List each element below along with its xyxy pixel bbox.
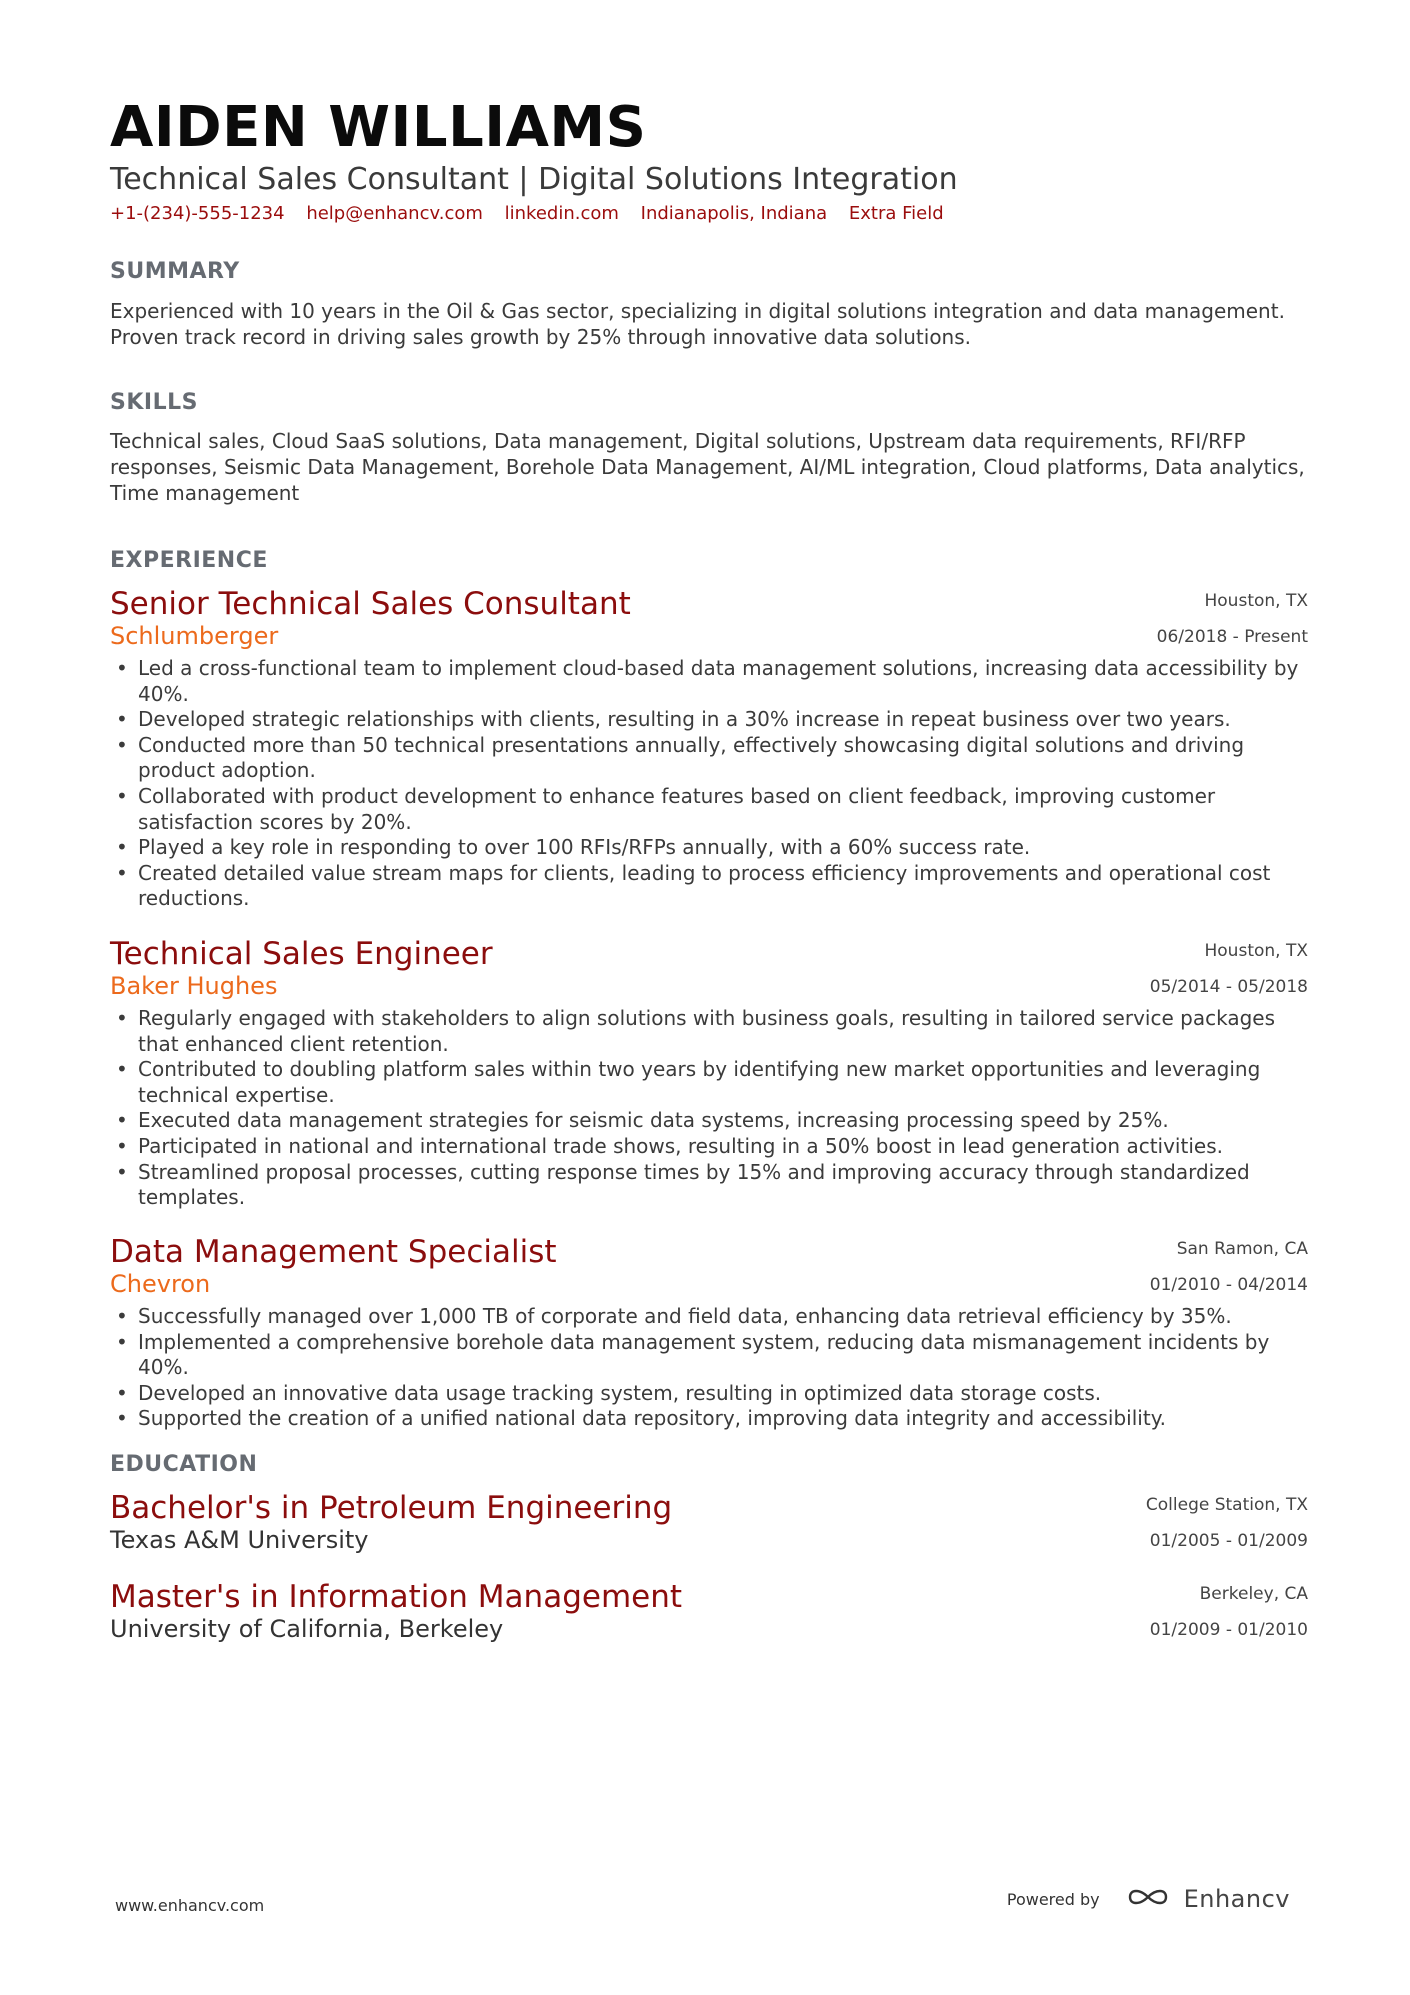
job-bullets: [110, 1304, 1308, 1432]
list-item: • Conducted more than 50 technical presentations annually, effectively showcasing digital solutions and driving product adoption.: [110, 733, 1308, 784]
summary-title: SUMMARY: [110, 259, 240, 284]
enhancv-logo-icon: [1126, 1884, 1172, 1914]
job-title: Technical Sales Engineer: [110, 936, 493, 972]
powered-by-label: Powered by: [1006, 1889, 1100, 1909]
list-item: • Supported the creation of a unified national data repository, improving data integrity and accessibility.: [110, 1406, 1308, 1432]
list-item: • Streamlined proposal processes, cutting response times by 15% and improving accuracy through standardized templates.: [110, 1160, 1308, 1211]
list-item: • Executed data management strategies for seismic data systems, increasing processing speed by 25%.: [110, 1108, 1308, 1134]
job-location: San Ramon, CA: [1176, 1239, 1308, 1259]
list-item: • Collaborated with product development to enhance features based on client feedback, improving customer satisfaction scores by 20%.: [110, 784, 1308, 835]
school-location: College Station, TX: [1145, 1495, 1308, 1515]
experience-entry: [110, 1235, 1308, 1432]
school-name: University of California, Berkeley: [110, 1615, 504, 1643]
contact-phone[interactable]: +1-(234)-555-1234: [110, 203, 285, 224]
school-dates: 01/2005 - 01/2009: [1149, 1531, 1308, 1551]
degree-title: Master's in Information Management: [110, 1579, 683, 1615]
job-bullets: [110, 656, 1308, 912]
job-title: Senior Technical Sales Consultant: [110, 586, 631, 622]
job-location: Houston, TX: [1204, 941, 1308, 961]
school-dates: 01/2009 - 01/2010: [1149, 1620, 1308, 1640]
company-name: Schlumberger: [110, 622, 279, 650]
contact-row: [110, 203, 960, 224]
list-item: • Implemented a comprehensive borehole data management system, reducing data mismanagement incidents by 40%.: [110, 1330, 1308, 1381]
summary-text: Experienced with 10 years in the Oil & Gas sector, specializing in digital solutions integration and data management. Proven track record in driving sales growth by 25% through innovative data solutions.: [110, 299, 1285, 349]
footer-branding: [1007, 1884, 1290, 1914]
list-item: • Led a cross-functional team to implement cloud-based data management solutions, increasing data accessibility by 40%.: [110, 656, 1308, 707]
job-dates: 05/2014 - 05/2018: [1149, 977, 1308, 997]
list-item: • Regularly engaged with stakeholders to align solutions with business goals, resulting in tailored service packages that enhanced client retention.: [110, 1006, 1308, 1057]
job-location: Houston, TX: [1204, 591, 1308, 611]
list-item: • Developed an innovative data usage tracking system, resulting in optimized data storage costs.: [110, 1381, 1308, 1407]
job-dates: 06/2018 - Present: [1156, 627, 1308, 647]
job-title: Data Management Specialist: [110, 1234, 557, 1270]
degree-title: Bachelor's in Petroleum Engineering: [110, 1490, 673, 1526]
candidate-name: AIDEN WILLIAMS: [110, 95, 647, 160]
school-location: Berkeley, CA: [1199, 1584, 1308, 1604]
education-entry: [110, 1580, 1308, 1643]
contact-linkedin[interactable]: linkedin.com: [504, 203, 619, 224]
contact-extra-field: Extra Field: [848, 203, 944, 224]
company-name: Chevron: [110, 1270, 211, 1298]
list-item: • Played a key role in responding to over 100 RFIs/RFPs annually, with a 60% success rate.: [110, 835, 1308, 861]
job-dates: 01/2010 - 04/2014: [1149, 1275, 1308, 1295]
list-item: • Developed strategic relationships with clients, resulting in a 30% increase in repeat business over two years.: [110, 707, 1308, 733]
contact-email[interactable]: help@enhancv.com: [306, 203, 483, 224]
list-item: • Contributed to doubling platform sales within two years by identifying new market opportunities and leveraging technical expertise.: [110, 1057, 1308, 1108]
list-item: • Successfully managed over 1,000 TB of corporate and field data, enhancing data retrieval efficiency by 35%.: [110, 1304, 1308, 1330]
brand-name: Enhancv: [1183, 1885, 1290, 1913]
education-title: EDUCATION: [110, 1452, 258, 1477]
skills-text: Technical sales, Cloud SaaS solutions, Data management, Digital solutions, Upstream data requirements, RFI/RFP responses, Seismic Data Management, Borehole Data Management, AI/ML integration, Cloud platforms, Data analytics, Time management: [110, 429, 1305, 505]
experience-title: EXPERIENCE: [110, 548, 268, 573]
company-name: Baker Hughes: [110, 972, 278, 1000]
footer-website[interactable]: www.enhancv.com: [115, 1896, 265, 1915]
experience-entry: [110, 937, 1308, 1211]
skills-title: SKILLS: [110, 390, 198, 415]
candidate-headline: Technical Sales Consultant | Digital Solutions Integration: [110, 162, 958, 197]
list-item: • Participated in national and international trade shows, resulting in a 50% boost in lead generation activities.: [110, 1134, 1308, 1160]
school-name: Texas A&M University: [110, 1526, 369, 1554]
education-entry: [110, 1491, 1308, 1554]
contact-location: Indianapolis, Indiana: [640, 203, 828, 224]
experience-entry: [110, 587, 1308, 912]
job-bullets: [110, 1006, 1308, 1211]
list-item: • Created detailed value stream maps for clients, leading to process efficiency improvements and operational cost reductions.: [110, 861, 1308, 912]
